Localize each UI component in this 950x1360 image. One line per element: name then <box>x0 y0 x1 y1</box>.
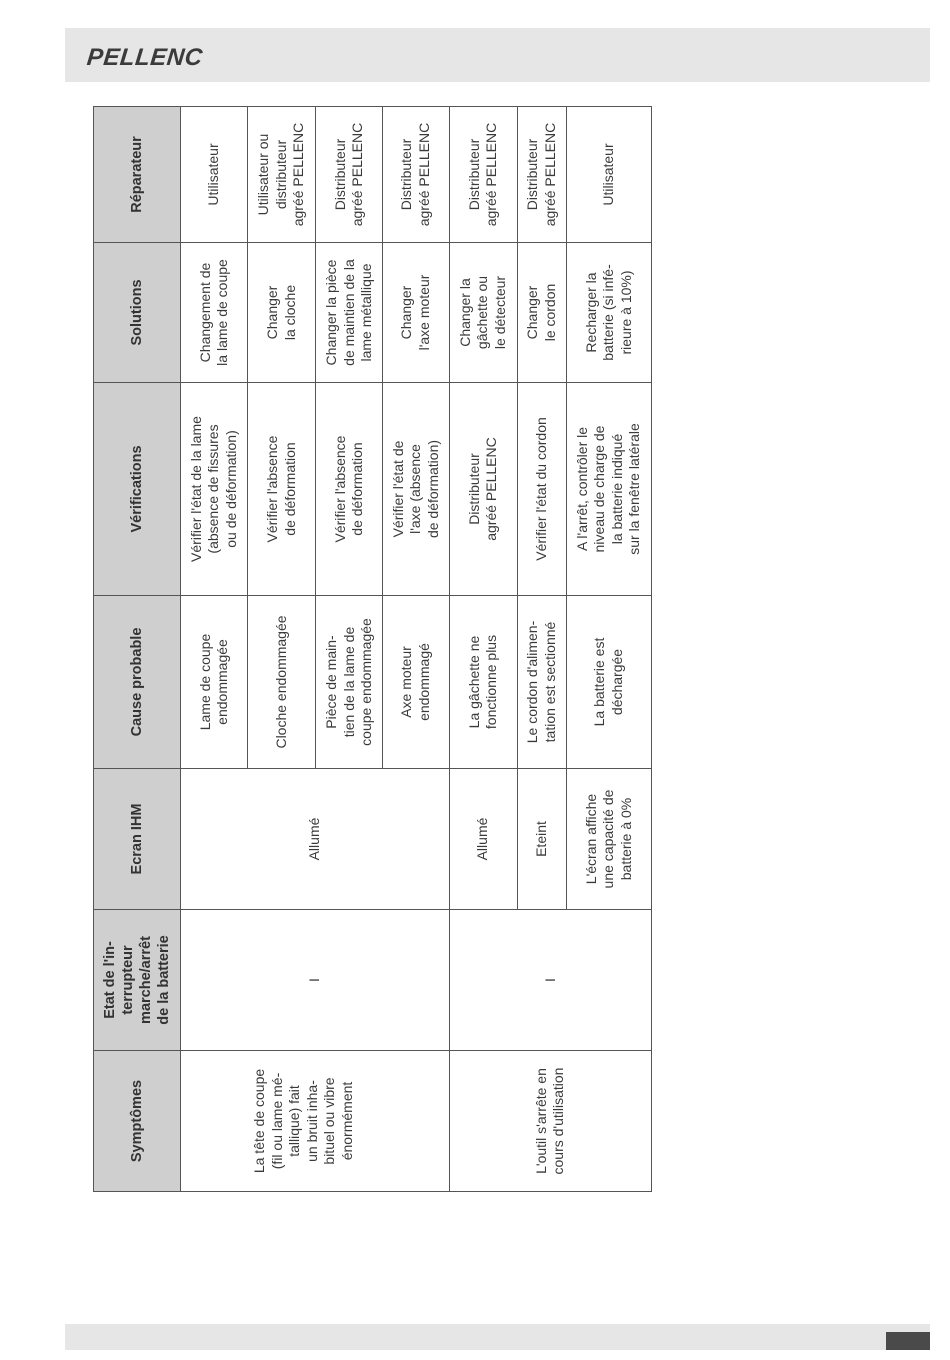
col-header-switch-state: Etat de l'in- terrupteur marche/arrêt de la batterie <box>94 910 181 1051</box>
solution-cell: Changement de la lame de coupe <box>181 243 248 383</box>
symptom-cell: La tête de coupe (fil ou lame mé- tallique) fait un bruit inha- bituel ou vibre énormément <box>181 1051 450 1192</box>
switch-state-cell: I <box>181 910 450 1051</box>
repairer-cell: Utilisateur <box>181 107 248 243</box>
cause-cell: Axe moteur endommagé <box>383 596 449 769</box>
check-cell: Vérifier l'état de la lame (absence de fissures ou de déformation) <box>181 383 248 596</box>
solution-cell: Changer l'axe moteur <box>383 243 449 383</box>
page-number-box <box>886 1332 930 1350</box>
troubleshooting-table <box>93 106 652 1192</box>
cause-cell: Lame de coupe endommagée <box>181 596 248 769</box>
col-header-screen: Ecran IHM <box>94 769 181 910</box>
check-cell: Vérifier l'état du cordon <box>517 383 566 596</box>
screen-cell: Eteint <box>517 769 566 910</box>
col-header-checks: Vérifications <box>94 383 181 596</box>
repairer-cell: Utilisateur <box>566 107 651 243</box>
table-row <box>449 107 517 1192</box>
check-cell: Vérifier l'absence de déformation <box>316 383 383 596</box>
cause-cell: Cloche endommagée <box>248 596 316 769</box>
screen-cell: L'écran affiche une capacité de batterie à 0% <box>566 769 651 910</box>
check-cell: Vérifier l'état de l'axe (absence de déformation) <box>383 383 449 596</box>
solution-cell: Changer la pièce de maintien de la lame métallique <box>316 243 383 383</box>
repairer-cell: Distributeur agréé PELLENC <box>383 107 449 243</box>
solution-cell: Recharger la batterie (si infé- rieure à 10%) <box>566 243 651 383</box>
solution-cell: Changer la cloche <box>248 243 316 383</box>
col-header-solutions: Solutions <box>94 243 181 383</box>
cause-cell: La gâchette ne fonctionne plus <box>449 596 517 769</box>
repairer-cell: Utilisateur ou distributeur agréé PELLENC <box>248 107 316 243</box>
symptom-cell: L'outil s'arrête en cours d'utilisation <box>449 1051 651 1192</box>
check-cell: Vérifier l'absence de déformation <box>248 383 316 596</box>
solution-cell: Changer le cordon <box>517 243 566 383</box>
footer-band <box>65 1324 930 1350</box>
col-header-symptoms: Symptômes <box>94 1051 181 1192</box>
repairer-cell: Distributeur agréé PELLENC <box>449 107 517 243</box>
switch-state-cell: I <box>449 910 651 1051</box>
table-row <box>181 107 248 1192</box>
troubleshooting-table-wrapper <box>93 107 652 1192</box>
repairer-cell: Distributeur agréé PELLENC <box>316 107 383 243</box>
repairer-cell: Distributeur agréé PELLENC <box>517 107 566 243</box>
col-header-cause: Cause probable <box>94 596 181 769</box>
screen-cell: Allumé <box>181 769 450 910</box>
col-header-repairer: Réparateur <box>94 107 181 243</box>
header-band <box>65 28 930 82</box>
pellenc-logo: PELLENC <box>85 44 204 71</box>
solution-cell: Changer la gâchette ou le détecteur <box>449 243 517 383</box>
screen-cell: Allumé <box>449 769 517 910</box>
cause-cell: La batterie est déchargée <box>566 596 651 769</box>
cause-cell: Pièce de main- tien de la lame de coupe endommagée <box>316 596 383 769</box>
check-cell: Distributeur agréé PELLENC <box>449 383 517 596</box>
cause-cell: Le cordon d'alimen- tation est sectionné <box>517 596 566 769</box>
check-cell: A l'arrêt, contrôler le niveau de charge de la batterie indiqué sur la fenêtre latérale <box>566 383 651 596</box>
